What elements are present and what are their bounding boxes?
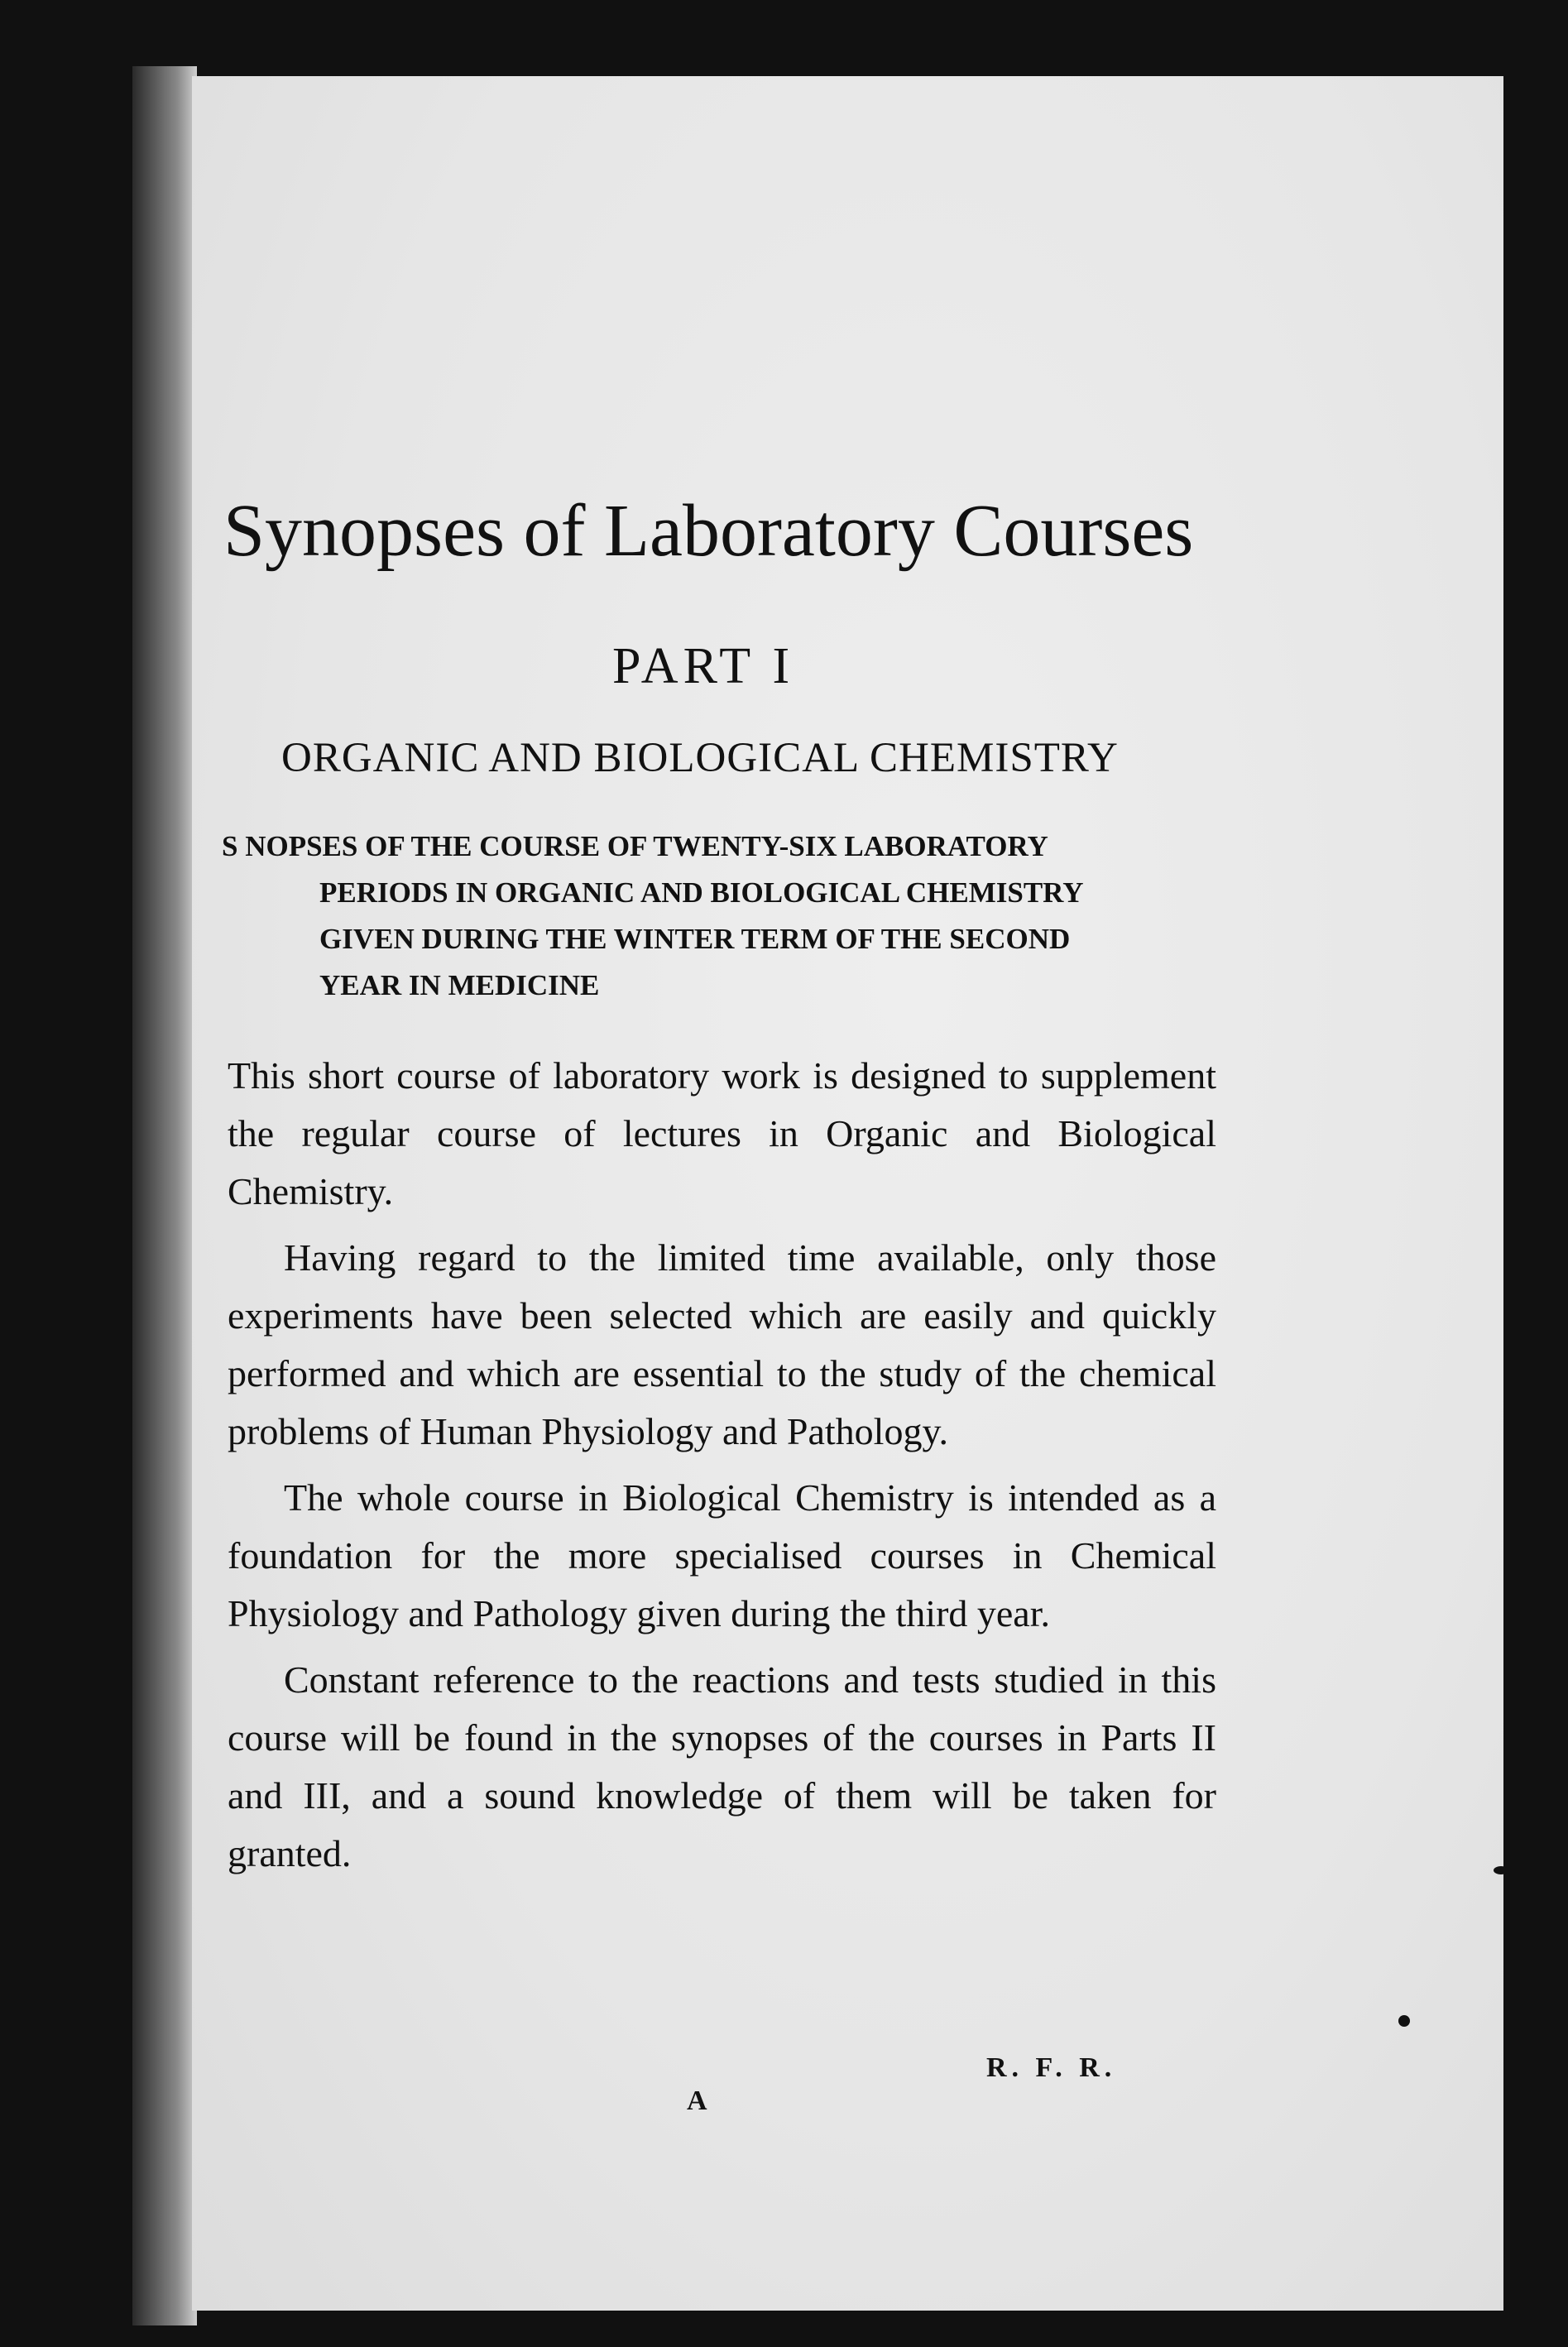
paragraph: This short course of laboratory work is designed to supplement the regular course of lectures in Organic and Biological Chemistry. (228, 1054, 1216, 1212)
author-initials: R. F. R. (986, 2052, 1117, 2083)
synopsis-heading (222, 823, 1227, 1009)
signature-mark: A (687, 2085, 707, 2116)
ink-speck (1494, 1866, 1508, 1874)
ink-speck (1398, 2015, 1410, 2027)
paragraph: Constant reference to the reactions and tests studied in this course will be found in the synopses of the courses in Parts II and III, and a sound knowledge of them will be taken for granted. (228, 1658, 1216, 1874)
synopsis-line: YEAR IN MEDICINE (319, 969, 600, 1001)
paragraph: Having regard to the limited time available, only those experiments have been selected which are easily and quickly performed and which are essential to the study of the chemical problems of Human Physiology and Pathology. (228, 1236, 1216, 1452)
book-spine-shadow (132, 66, 197, 2325)
synopsis-line: PERIODS IN ORGANIC AND BIOLOGICAL CHEMISTRY (319, 876, 1084, 909)
section-subtitle: ORGANIC AND BIOLOGICAL CHEMISTRY (281, 735, 1119, 781)
page-title: Synopses of Laboratory Courses (223, 490, 1194, 572)
part-heading: PART I (612, 638, 795, 694)
paragraph: The whole course in Biological Chemistry is intended as a foundation for the more specialised courses in Chemical Physiology and Pathology given during the third year. (228, 1476, 1216, 1634)
body-text (228, 1047, 1216, 1891)
synopsis-line: GIVEN DURING THE WINTER TERM OF THE SECOND (319, 923, 1071, 955)
synopsis-line: S NOPSES OF THE COURSE OF TWENTY-SIX LABORATORY (222, 830, 1048, 862)
